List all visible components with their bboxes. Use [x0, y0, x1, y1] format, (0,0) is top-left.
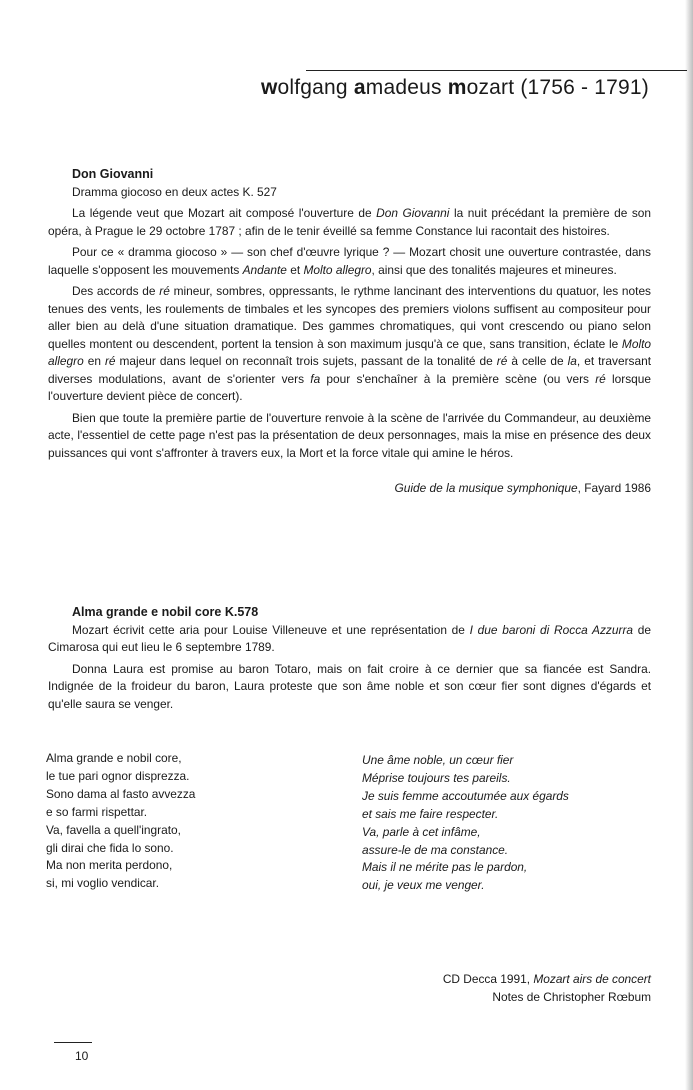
paragraph: Donna Laura est promise au baron Totaro, mais on fait croire à ce dernier que sa fiancée est Sandra. Indignée de la froideur du baron, Laura proteste que son âme noble et son cœur fier sont dignes d'égards et qu'elle saura se venger. — [48, 661, 651, 711]
page-number: 10 — [75, 1049, 89, 1063]
credits — [443, 970, 651, 1006]
paragraph: La légende veut que Mozart ait composé l'ouverture de Don Giovanni la nuit précédant la première de son opéra, à Prague le 29 octobre 1787 ; afin de le tenir éveillé sa femme Constance lui racontait des histoires. — [48, 206, 652, 238]
poem-line: le tue pari ognor disprezza. — [46, 768, 190, 783]
footer-rule — [54, 1042, 92, 1043]
poem-line: Je suis femme accoutumée aux égards — [362, 788, 569, 803]
section-alma-grande — [48, 604, 651, 717]
poem-line: Mais il ne mérite pas le pardon, — [362, 860, 528, 875]
header-rule — [306, 70, 687, 71]
composer-name: wolfgang amadeus mozart — [260, 76, 515, 99]
poem-line: Une âme noble, un cœur fier — [362, 753, 514, 767]
poem-line: Va, parle à cet infâme, — [362, 824, 481, 839]
poem-line: Ma non merita perdono, — [46, 858, 173, 873]
poem-line: Alma grande e nobil core, — [46, 751, 182, 765]
paragraph: Mozart écrivit cette aria pour Louise Villeneuve et une représentation de I due baroni di Rocca Azzurra de Cimarosa qui eut lieu le 6 septembre 1789. — [48, 622, 651, 654]
section-don-giovanni — [48, 166, 651, 498]
composer-dates: (1756 - 1791) — [520, 76, 649, 99]
poem-line: Va, favella a quell'ingrato, — [46, 822, 181, 837]
section-subtitle: Dramma giocoso en deux actes K. 527 — [72, 184, 277, 199]
page-edge-shadow — [685, 0, 693, 1090]
poem-italian — [46, 750, 195, 893]
poem-line: si, mi voglio vendicar. — [46, 876, 160, 891]
poem-line: et sais me faire respecter. — [362, 806, 499, 821]
paragraph: Pour ce « dramma giocoso » — son chef d'œuvre lyrique ? — Mozart chosit une ouverture contrastée, dans laquelle s'opposent les mouvements Andante et Molto allegro, ainsi que des tonalités majeures et mineures. — [48, 245, 651, 277]
page-header — [261, 76, 649, 100]
poem-line: Sono dama al fasto avvezza — [46, 786, 196, 801]
section-title: Don Giovanni — [72, 167, 154, 181]
credits-notes: Notes de Christopher Rœbum — [492, 990, 651, 1004]
poem-french — [362, 752, 569, 895]
paragraph: Des accords de ré mineur, sombres, oppressants, le rythme lancinant des interventions du quatuor, les notes tenues des vents, les roulements de timbales et les syncopes des premiers violons suffisent au compositeur pour aller bien au delà d'une situation dramatique. Des gammes chromatiques, qui vont crescendo ou piano selon quelles montent ou descendent, portent la tension à son maximum jusqu'à ce que, sans transition, éclate le Molto allegro en ré majeur dans lequel on reconnaît trois sujets, passant de la tonalité de ré à celle de la, et traversant diverses modulations, avant de s'orienter vers fa pour s'enchaîner à la première scène (ou vers ré lorsque l'ouverture devient pièce de concert). — [48, 284, 652, 403]
credits-source: CD Decca 1991, Mozart airs de concert — [442, 972, 651, 986]
poem-line: Méprise toujours tes pareils. — [362, 770, 511, 785]
section-title: Alma grande e nobil core K.578 — [72, 605, 259, 619]
poem-line: oui, je veux me venger. — [362, 878, 485, 893]
poem-line: assure-le de ma constance. — [362, 842, 509, 857]
source-citation: Guide de la musique symphonique, Fayard 1986 — [394, 481, 651, 495]
poem-line: gli dirai che fida lo sono. — [46, 840, 174, 855]
paragraph: Bien que toute la première partie de l'ouverture renvoie à la scène de l'arrivée du Commandeur, au deuxième acte, l'essentiel de cette page n'est pas la présentation de deux personnages, mais la mise en présence des deux puissances qui vont s'affronter à travers eux, la Mort et la force vitale qui amine le héros. — [48, 410, 651, 460]
poem-line: e so farmi rispettar. — [46, 804, 148, 819]
